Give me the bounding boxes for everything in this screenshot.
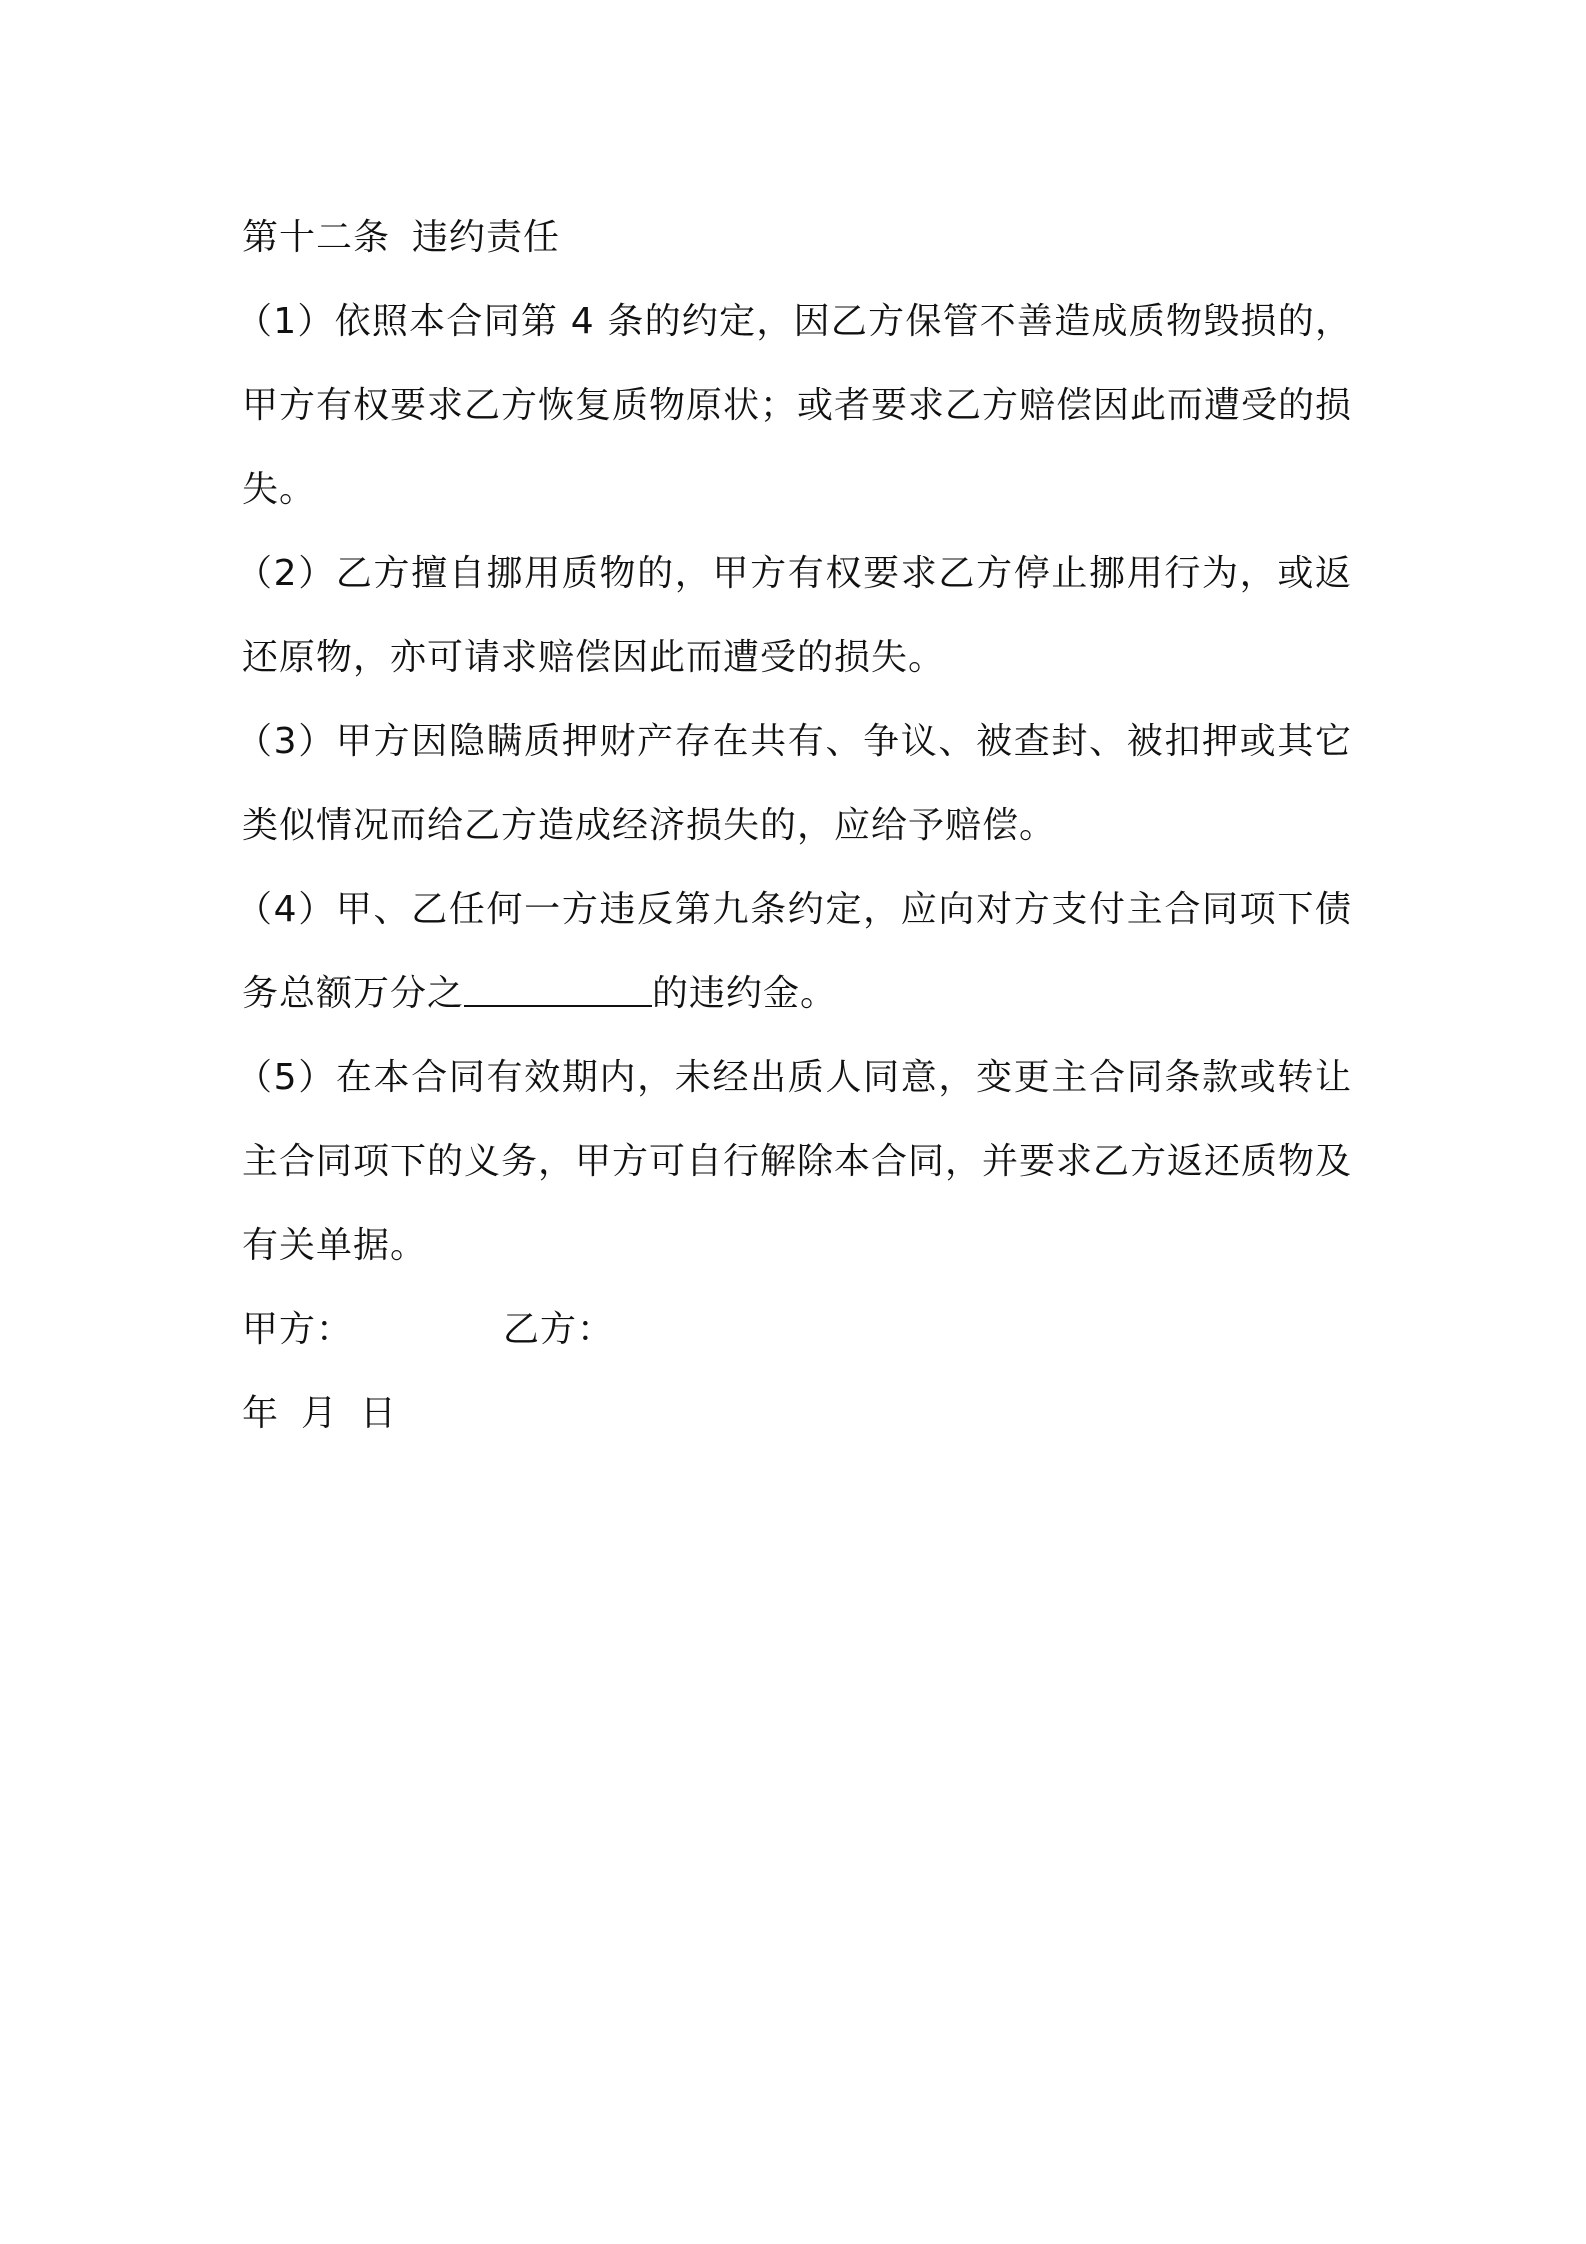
date-year-label: 年 (242, 1393, 280, 1434)
party-a-label: 甲方： (242, 1309, 354, 1350)
clause-text: 在本合同有效期内，未经出质人同意，变更主合同条款或转让主合同项下的义务，甲方可自行解除本合同，并要求乙方返还质物及有关单据。 (242, 1057, 1353, 1266)
clause-number: （1） (236, 301, 335, 342)
clause-number: （2） (236, 553, 336, 594)
signature-row (242, 1288, 1352, 1372)
clause-text: 乙方擅自挪用质物的，甲方有权要求乙方停止挪用行为，或返还原物，亦可请求赔偿因此而遭受的损失。 (242, 553, 1352, 678)
clause-text-after-blank: 的违约金。 (652, 973, 838, 1014)
clause-4 (236, 868, 1352, 1036)
clause-text-before-blank: 甲、乙任何一方违反第九条约定，应向对方支付主合同项下债务总额万分之 (242, 889, 1352, 1014)
clause-1 (236, 280, 1353, 532)
clause-number: （5） (236, 1057, 336, 1098)
clause-3 (236, 700, 1352, 868)
party-b-label: 乙方： (503, 1309, 615, 1350)
article-title: 违约责任 (412, 217, 561, 258)
clause-number: （3） (236, 721, 336, 762)
clause-text: 依照本合同第 4 条的约定，因乙方保管不善造成质物毁损的，甲方有权要求乙方恢复质物原状；或者要求乙方赔偿因此而遭受的损失。 (242, 301, 1353, 510)
clause-2 (236, 532, 1352, 700)
clause-number: （4） (236, 889, 336, 930)
date-month-label: 月 (301, 1393, 339, 1434)
clause-5 (236, 1036, 1353, 1288)
article-heading (242, 196, 1352, 280)
document-body (236, 196, 1353, 1456)
clause-text: 甲方因隐瞒质押财产存在共有、争议、被查封、被扣押或其它类似情况而给乙方造成经济损失的，应给予赔偿。 (242, 721, 1352, 846)
date-day-label: 日 (360, 1393, 398, 1434)
article-number: 第十二条 (242, 217, 391, 258)
date-row (242, 1372, 1352, 1456)
penalty-rate-blank[interactable] (464, 965, 652, 1007)
